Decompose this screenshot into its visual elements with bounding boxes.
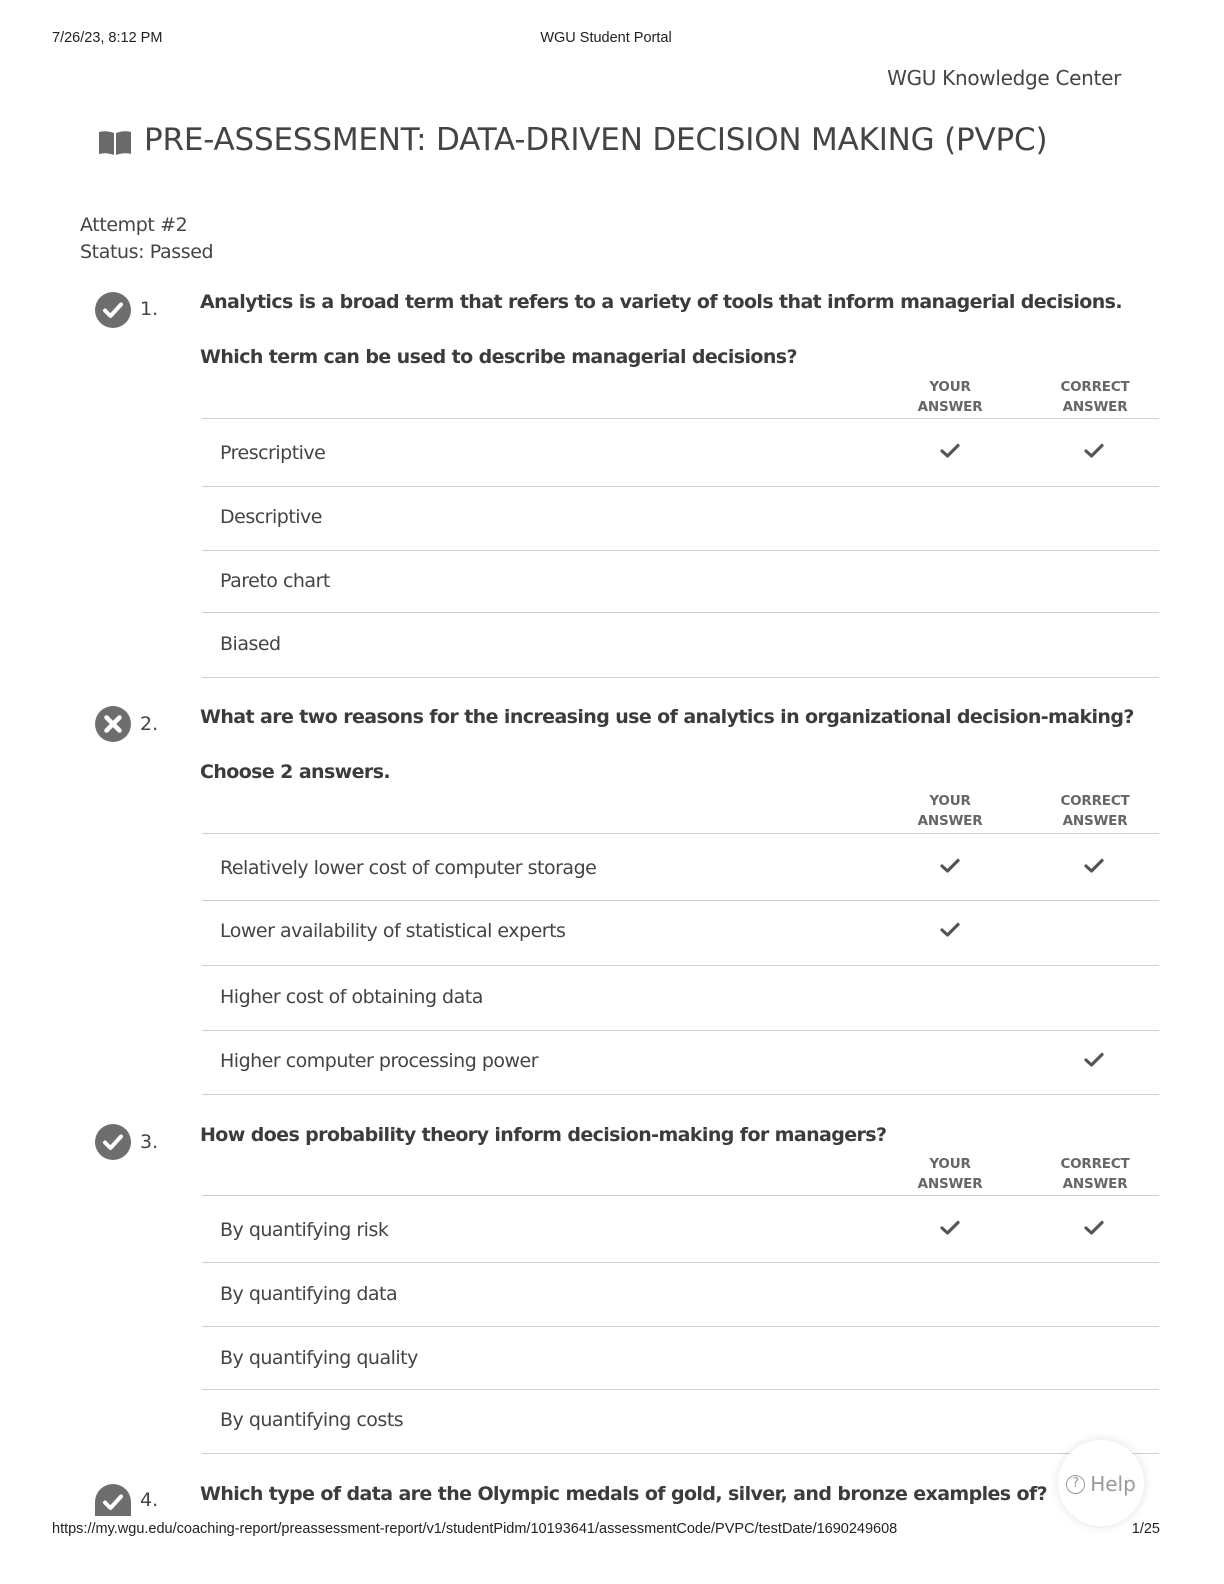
page-title [98, 122, 1047, 158]
table-divider [202, 1195, 1159, 1196]
attempt-info [80, 212, 213, 266]
table-divider [202, 677, 1159, 678]
question-text: What are two reasons for the increasing use of analytics in organizational decision-making? [200, 706, 1134, 728]
assessment-title: PRE-ASSESSMENT: DATA-DRIVEN DECISION MAKING (PVPC) [144, 122, 1048, 158]
table-divider [202, 486, 1159, 487]
table-divider [202, 833, 1159, 834]
attempt-number: Attempt #2 [80, 214, 188, 236]
table-divider [202, 612, 1159, 613]
table-divider [202, 418, 1159, 419]
your-answer-check-icon [939, 921, 961, 939]
answer-option: Pareto chart [220, 570, 330, 592]
your-answer-check-icon [939, 1219, 961, 1237]
question-text: Which type of data are the Olympic medals of gold, silver, and bronze examples of? [200, 1483, 1048, 1505]
help-label: Help [1090, 1472, 1136, 1496]
answer-option: By quantifying quality [220, 1347, 418, 1369]
print-datetime: 7/26/23, 8:12 PM [52, 30, 163, 46]
question-number: 2. [140, 713, 159, 735]
table-divider [202, 965, 1159, 966]
answer-option: Biased [220, 633, 281, 655]
table-divider [202, 550, 1159, 551]
answer-option: By quantifying data [220, 1283, 398, 1305]
table-divider [202, 1389, 1159, 1390]
table-divider [202, 1262, 1159, 1263]
your-answer-check-icon [939, 442, 961, 460]
help-button[interactable] [1058, 1440, 1144, 1526]
check-circle-icon [95, 1484, 131, 1516]
answer-option: Lower availability of statistical experts [220, 920, 566, 942]
your-answer-header: YOUR ANSWER [917, 793, 983, 829]
answer-option: Higher computer processing power [220, 1050, 539, 1072]
table-divider [202, 1326, 1159, 1327]
question-text: How does probability theory inform decision-making for managers? [200, 1124, 887, 1146]
your-answer-header: YOUR ANSWER [917, 1156, 983, 1192]
help-circle-icon: ? [1066, 1475, 1085, 1494]
correct-answer-header: CORRECT ANSWER [1060, 793, 1130, 829]
table-divider [202, 1094, 1159, 1095]
question-number: 4. [140, 1489, 159, 1511]
question-number: 1. [140, 298, 159, 320]
print-header [52, 30, 1160, 50]
print-url: https://my.wgu.edu/coaching-report/preassessment-report/v1/studentPidm/10193641/assessmentCode/PVPC/testDate/1690249608 [52, 1521, 898, 1537]
answer-option: Prescriptive [220, 442, 326, 464]
your-answer-check-icon [939, 857, 961, 875]
check-circle-icon [95, 1124, 131, 1160]
correct-answer-check-icon [1083, 857, 1105, 875]
table-divider [202, 900, 1159, 901]
question-text: Analytics is a broad term that refers to a variety of tools that inform managerial decisions. [200, 291, 1122, 313]
question-prompt: Which term can be used to describe managerial decisions? [200, 346, 797, 368]
answer-option: Relatively lower cost of computer storage [220, 857, 597, 879]
table-divider [202, 1453, 1159, 1454]
check-circle-icon [95, 292, 131, 328]
answer-option: Descriptive [220, 506, 322, 528]
correct-answer-check-icon [1083, 1219, 1105, 1237]
book-icon [98, 130, 132, 156]
correct-answer-check-icon [1083, 442, 1105, 460]
x-circle-icon [95, 706, 131, 742]
correct-answer-header: CORRECT ANSWER [1060, 1156, 1130, 1192]
table-divider [202, 1030, 1159, 1031]
attempt-status: Status: Passed [80, 241, 214, 263]
question-number: 3. [140, 1131, 159, 1153]
answer-option: By quantifying costs [220, 1409, 404, 1431]
answer-option: Higher cost of obtaining data [220, 986, 483, 1008]
your-answer-header: YOUR ANSWER [917, 379, 983, 415]
question-prompt: Choose 2 answers. [200, 761, 391, 783]
correct-answer-check-icon [1083, 1051, 1105, 1069]
correct-answer-header: CORRECT ANSWER [1060, 379, 1130, 415]
answer-option: By quantifying risk [220, 1219, 389, 1241]
print-page-number: 1/25 [1131, 1521, 1160, 1537]
knowledge-center-link[interactable]: WGU Knowledge Center [887, 66, 1121, 90]
print-page-title: WGU Student Portal [540, 30, 672, 46]
